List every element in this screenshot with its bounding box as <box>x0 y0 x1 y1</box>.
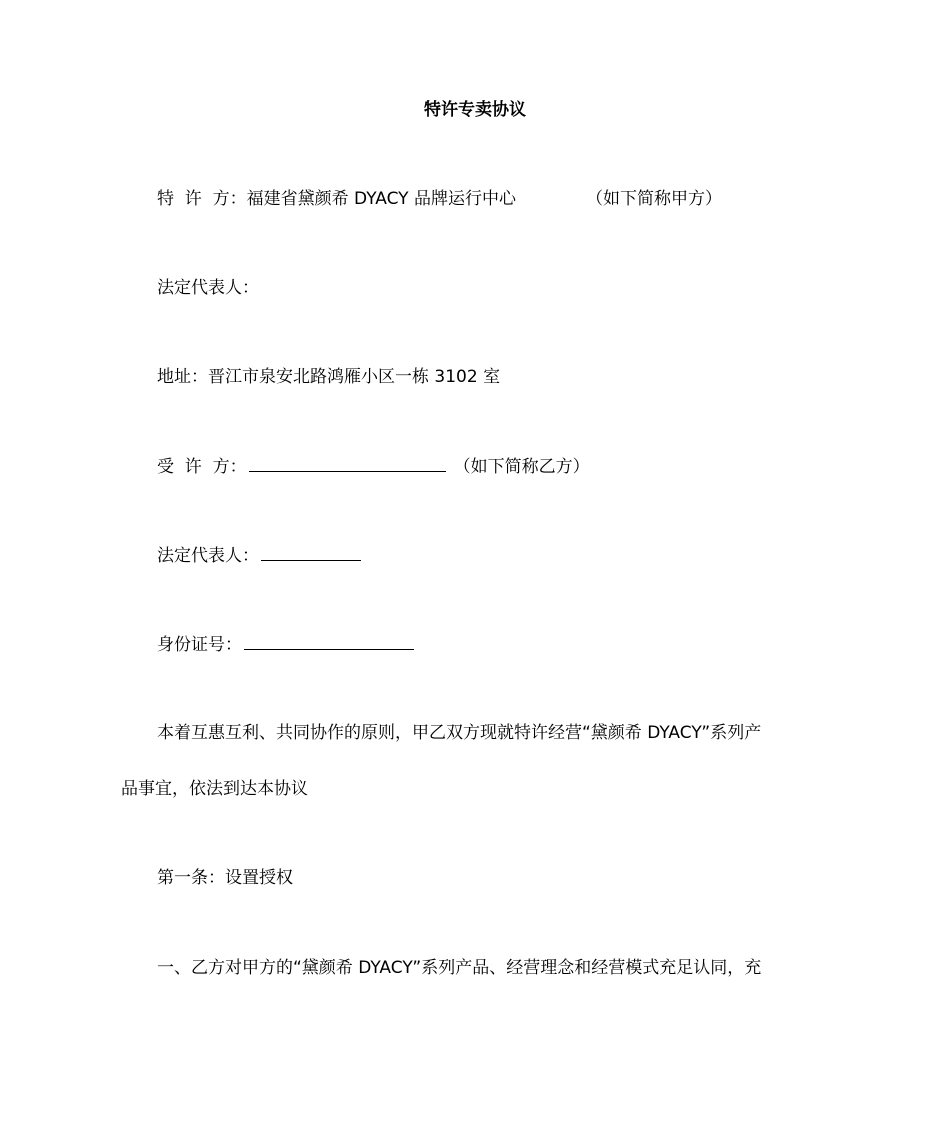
franchisee-rep-label: 法定代表人： <box>157 546 259 566</box>
franchisee-label: 受 许 方： <box>157 457 247 477</box>
franchisee-rep-blank <box>261 544 361 561</box>
address-value: 晋江市泉安北路鸿雁小区一栋 3102 室 <box>208 367 501 387</box>
franchisor-rep-line <box>157 277 259 299</box>
article1-heading: 第一条：设置授权 <box>157 868 293 888</box>
franchisor-line <box>157 188 516 210</box>
article1-clause1-line1: 一、乙方对甲方的“黛颜希 DYACY”系列产品、经营理念和经营模式充足认同，充 <box>157 958 762 978</box>
franchisor-rep-label: 法定代表人： <box>157 278 259 298</box>
franchisor-label: 特 许 方： <box>157 189 247 209</box>
address-line <box>157 366 500 388</box>
address-label: 地址： <box>157 367 208 387</box>
franchisor-alias: （如下简称甲方） <box>586 189 722 209</box>
id-number-line <box>157 633 414 656</box>
id-number-label: 身份证号： <box>157 635 242 655</box>
franchisor-value: 福建省黛颜希 DYACY 品牌运行中心 <box>246 189 516 209</box>
preamble-line-1: 本着互惠互利、共同协作的原则，甲乙双方现就特许经营“黛颜希 DYACY”系列产 <box>157 723 762 743</box>
preamble-line-2: 品事宜，依法到达本协议 <box>121 779 308 799</box>
franchisee-alias: （如下简称乙方） <box>453 457 590 477</box>
franchisee-line <box>157 455 590 478</box>
franchisee-rep-line <box>157 544 361 567</box>
id-number-blank <box>244 633 414 650</box>
document-title: 特许专卖协议 <box>424 100 526 120</box>
franchisee-name-blank <box>249 455 446 472</box>
